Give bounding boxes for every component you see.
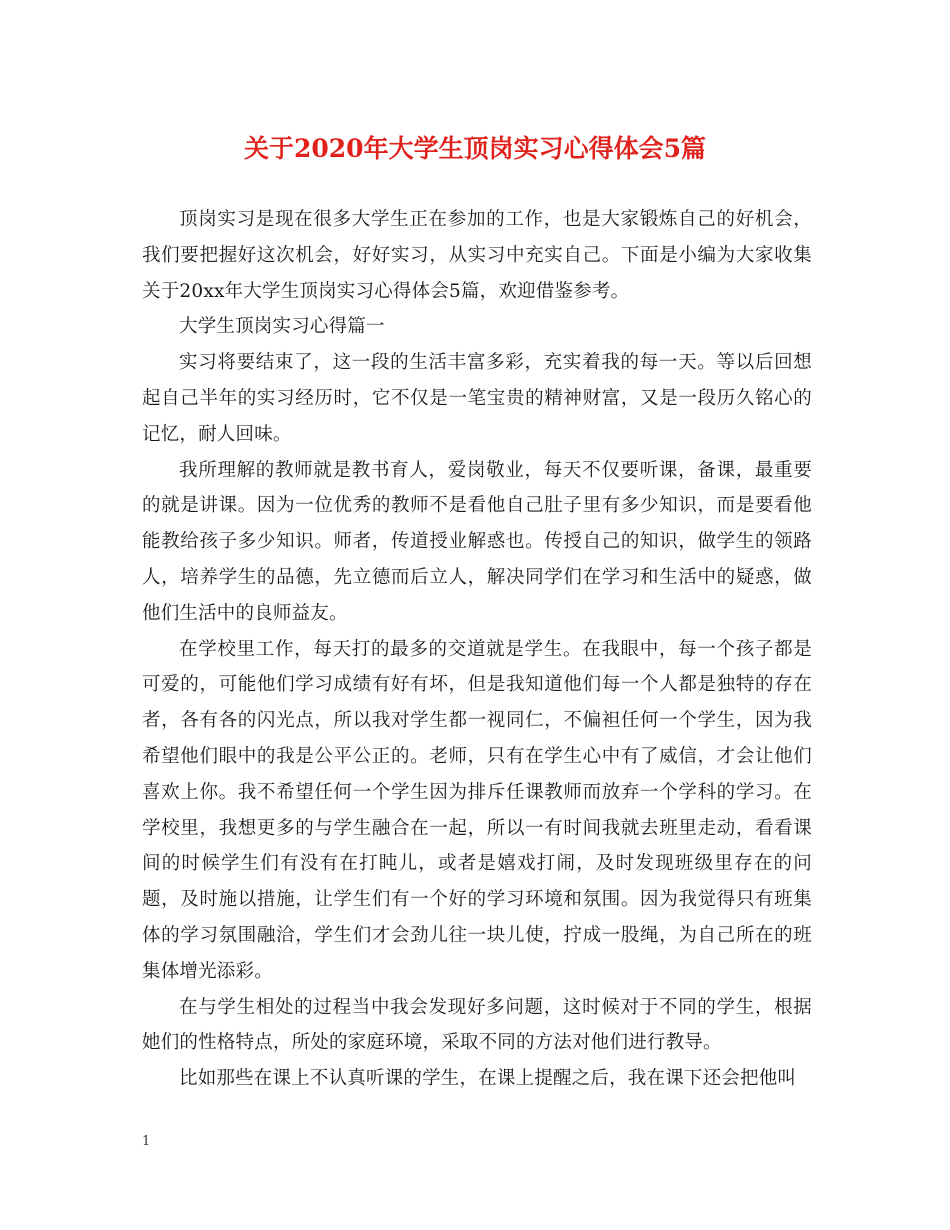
body-paragraph: 在与学生相处的过程当中我会发现好多问题，这时候对于不同的学生，根据她们的性格特点，所处的家庭环境，采取不同的方法对他们进行教导。 (142, 996, 812, 1054)
body-paragraph: 比如那些在课上不认真听课的学生，在课上提醒之后，我在课下还会把他叫 (179, 1068, 797, 1090)
section-heading: 大学生顶岗实习心得篇一 (179, 316, 385, 338)
intro-paragraph: 顶岗实习是现在很多大学生正在参加的工作，也是大家锻炼自己的好机会，我们要把握好这次机会，好好实习，从实习中充实自己。下面是小编为大家收集关于20xx年大学生顶岗实习心得体会5篇，欢迎借鉴参考。 (142, 209, 812, 302)
body-paragraph: 在学校里工作，每天打的最多的交道就是学生。在我眼中，每一个孩子都是可爱的，可能他们学习成绩有好有坏，但是我知道他们每一个人都是独特的存在者，各有各的闪光点，所以我对学生都一视同仁，不偏袒任何一个学生，因为我希望他们眼中的我是公平公正的。老师，只有在学生心中有了威信，才会让他们喜欢上你。我不希望任何一个学生因为排斥任课教师而放弃一个学科的学习。在学校里，我想更多的与学生融合在一起，所以一有时间我就去班里走动，看看课间的时候学生们有没有在打盹儿，或者是嬉戏打闹，及时发现班级里存在的问题，及时施以措施，让学生们有一个好的学习环境和氛围。因为我觉得只有班集体的学习氛围融洽，学生们才会劲儿往一块儿使，拧成一股绳，为自己所在的班集体增光添彩。 (142, 638, 812, 982)
body-paragraph: 实习将要结束了，这一段的生活丰富多彩，充实着我的每一天。等以后回想起自己半年的实习经历时，它不仅是一笔宝贵的精神财富，又是一段历久铭心的记忆，耐人回味。 (142, 352, 812, 445)
document-body (142, 202, 812, 1097)
body-paragraph: 我所理解的教师就是教书育人，爱岗敬业，每天不仅要听课，备课，最重要的就是讲课。因为一位优秀的教师不是看他自己肚子里有多少知识，而是要看他能教给孩子多少知识。师者，传道授业解惑也。传授自己的知识，做学生的领路人，培养学生的品德，先立德而后立人，解决同学们在学习和生活中的疑惑，做他们生活中的良师益友。 (142, 459, 812, 624)
page-number: 1 (142, 1134, 151, 1149)
document-title: 关于2020年大学生顶岗实习心得体会5篇 (244, 134, 706, 163)
